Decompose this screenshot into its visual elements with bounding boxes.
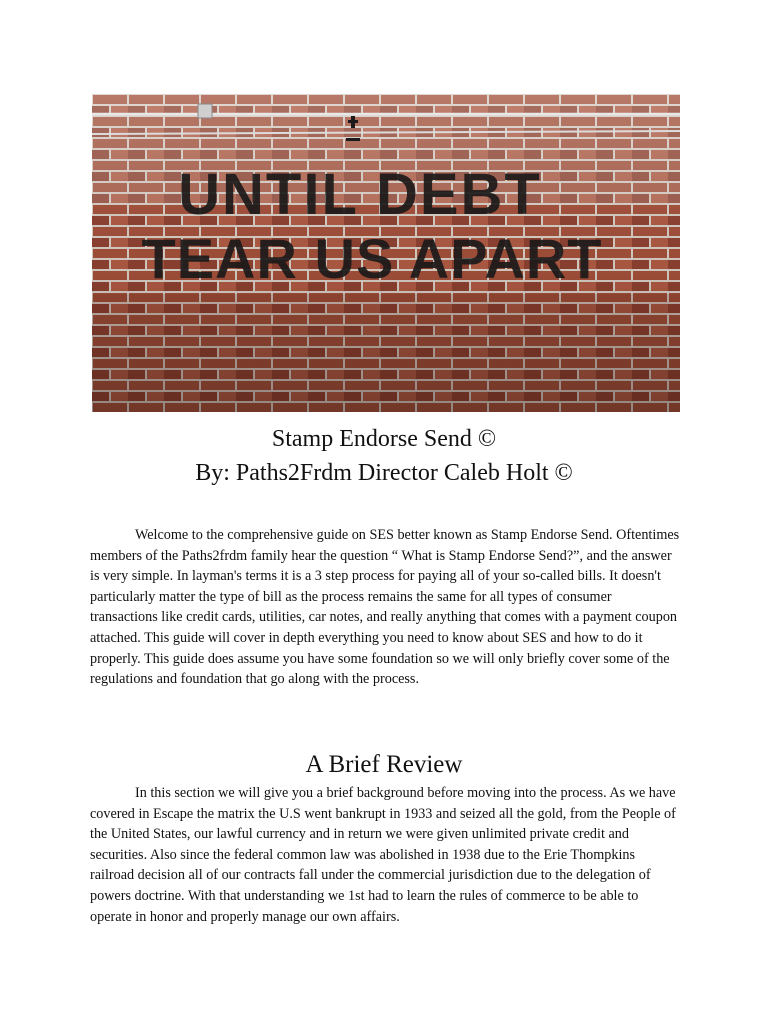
hero-image (92, 94, 680, 412)
section-heading: A Brief Review (305, 751, 463, 778)
intro-paragraph: Welcome to the comprehensive guide on SES better known as Stamp Endorse Send. Oftentimes members of the Paths2frdm family hear the question “ What is Stamp Endorse Send?”, and the answer is very simple. In layman's terms it is a 3 step process for paying all of your so-called bills. It doesn't particularly matter the type of bill as the process remains the same for all types of consumer transactions like credit cards, utilities, car notes, and really anything that comes with a payment coupon attached. This guide will cover in depth everything you need to know about SES and how to do it properly. This guide does assume you have some foundation so we will only briefly cover some of the regulations and foundation that go along with the process. (90, 527, 680, 688)
document-title (0, 422, 768, 490)
graffiti-line-1: UNTIL DEBT (178, 162, 542, 227)
graffiti-line-2: TEAR US APART (141, 227, 603, 290)
section-paragraph: In this section we will give you a brief background before moving into the process. As we have covered in Escape the matrix the U.S went bankrupt in 1933 and seized all the gold, from the People of the United States, our lawful currency and in return we were given unlimited private credit and securities. Also since the federal common law was abolished in 1938 due to the Erie Thompkins railroad decision all of our contracts fall under the commercial jurisdiction due to the delegation of powers doctrine. With that understanding we 1st had to learn the rules of commerce to be able to operate in honor and properly manage our own affairs. (90, 785, 676, 925)
brick-wall-graffiti-photo (92, 94, 680, 412)
title-line-2: By: Paths2Frdm Director Caleb Holt © (195, 460, 573, 486)
title-line-1: Stamp Endorse Send © (271, 426, 497, 452)
